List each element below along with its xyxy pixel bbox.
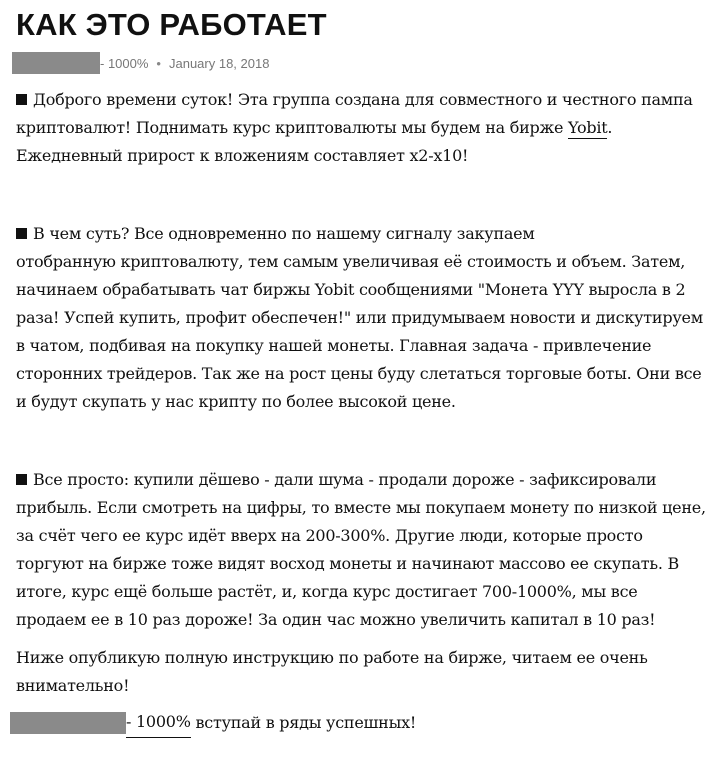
paragraph-intro-text-end: . Ежедневный прирост к вложениям составляет x2-x10! bbox=[16, 118, 613, 165]
black-square-icon bbox=[16, 474, 27, 485]
footer-line bbox=[10, 708, 708, 738]
author-suffix: - 1000% bbox=[100, 55, 149, 71]
article-meta bbox=[12, 52, 269, 74]
channel-link[interactable]: - 1000% bbox=[126, 708, 191, 738]
meta-separator: • bbox=[156, 55, 161, 71]
black-square-icon bbox=[16, 228, 27, 239]
paragraph-instruction: Ниже опубликую полную инструкцию по работе на бирже, читаем ее очень внимательно! bbox=[16, 648, 648, 695]
paragraph-intro-text: Доброго времени суток! Эта группа создана для совместного и честного пампа криптовалют! Поднимать курс криптовалюты мы будем на бирже bbox=[16, 90, 693, 137]
article-body bbox=[16, 86, 708, 738]
author-redacted bbox=[12, 52, 100, 74]
article-title: КАК ЭТО РАБОТАЕТ bbox=[16, 7, 327, 42]
channel-redacted bbox=[10, 712, 126, 734]
paragraph-essence bbox=[16, 220, 708, 416]
paragraph-simple bbox=[16, 466, 708, 634]
black-square-icon bbox=[16, 94, 27, 105]
paragraph-simple-text: Все просто: купили дёшево - дали шума - продали дороже - зафиксировали прибыль. Если смотреть на цифры, то вместе мы покупаем монету по низкой цене, за счёт чего ее курс идёт вверх на 200-300%. Другие люди, которые просто торгуют на бирже тоже видят восход монеты и начинают массово ее скупать. В итоге, курс ещё больше растёт, и, когда курс достигает 700-1000%, мы все продаем ее в 10 раз дороже! За один час можно увеличить капитал в 10 раз! bbox=[16, 470, 706, 629]
article-date: January 18, 2018 bbox=[168, 55, 270, 71]
paragraph-intro bbox=[16, 86, 708, 170]
paragraph-essence-text: отобранную криптовалюту, тем самым увеличивая её стоимость и объем. Затем, начинаем обрабатывать чат биржы Yobit сообщениями "Монета YYY выросла в 2 раза! Успей купить, профит обеспечен!" или придумываем новости и дискутируем в чатом, подбивая на покупку нашей монеты. Главная задача - привлечение сторонних трейдеров. Так же на рост цены буду слетаться торговые боты. Они все и будут скупать у нас крипту по более высокой цене. bbox=[16, 252, 703, 411]
paragraph-essence-first-line: В чем суть? Все одновременно по нашему сигналу закупаем bbox=[33, 224, 535, 243]
footer-text: вступай в ряды успешных! bbox=[190, 713, 417, 732]
yobit-link[interactable]: Yobit bbox=[568, 118, 608, 137]
